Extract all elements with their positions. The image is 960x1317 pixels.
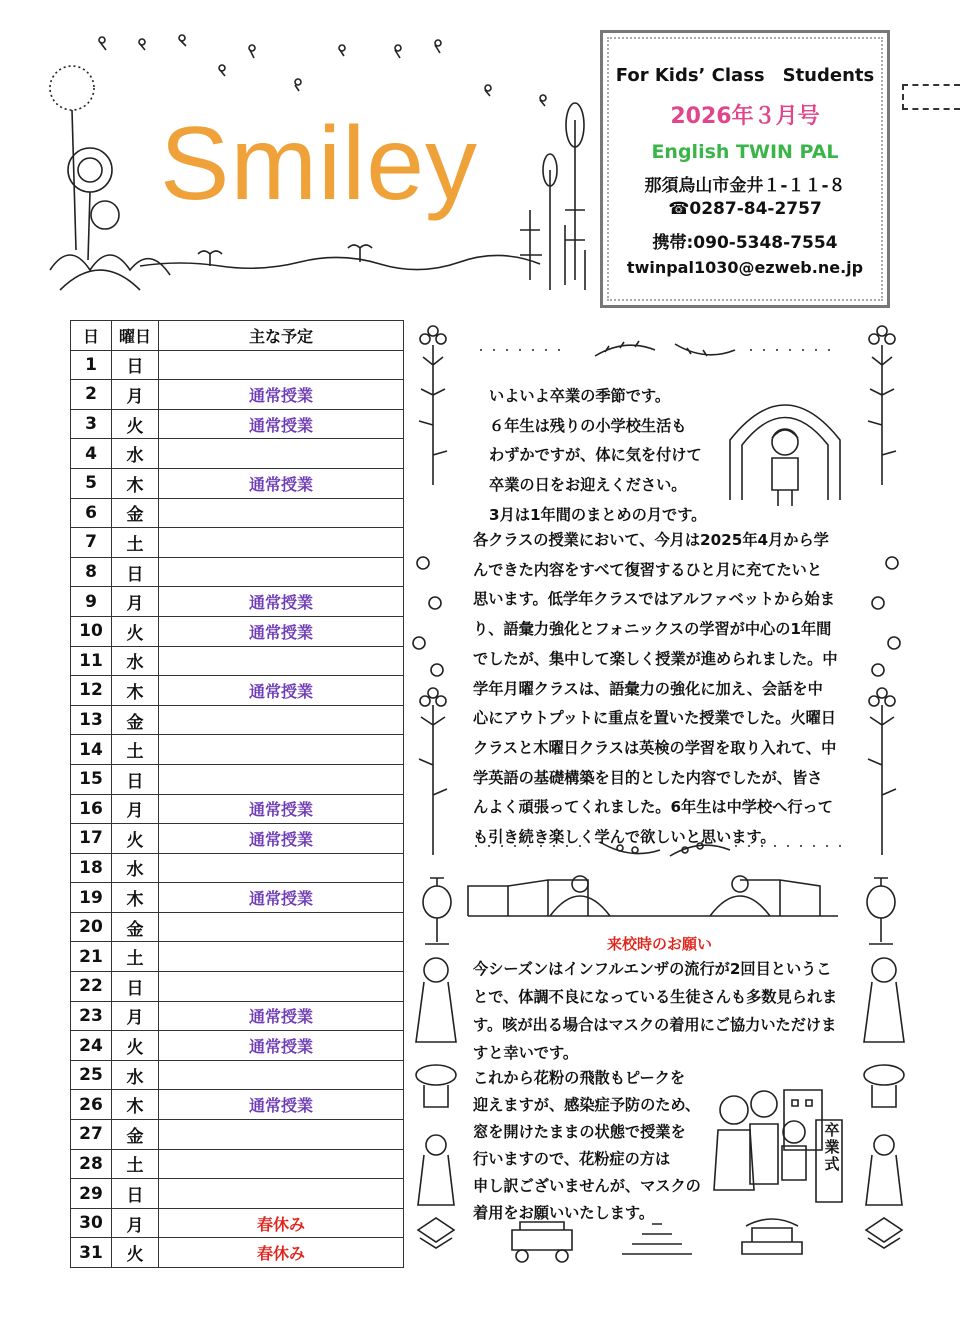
table-row [71, 912, 404, 942]
day-cell: 8 [71, 557, 112, 587]
table-header-row [71, 321, 404, 351]
day-cell: 25 [71, 1060, 112, 1090]
weekday-cell: 日 [112, 1179, 159, 1209]
event-cell [159, 1149, 404, 1179]
day-cell: 2 [71, 380, 112, 410]
day-cell: 30 [71, 1208, 112, 1238]
day-cell: 11 [71, 646, 112, 676]
notice-line: 今シーズンはインフルエンザの流行が2回目というこ [473, 960, 832, 978]
table-row [71, 1060, 404, 1090]
event-cell: 通常授業 [159, 1031, 404, 1061]
weekday-cell: 水 [112, 1060, 159, 1090]
body-line: んできた内容をすべて復習するひと月に充てたいと [473, 560, 823, 579]
body-line: も引き続き楽しく学んで欲しいと思います。 [473, 828, 776, 847]
weekday-cell: 金 [112, 498, 159, 528]
table-row [71, 972, 404, 1002]
table-row [71, 439, 404, 469]
day-cell: 28 [71, 1149, 112, 1179]
notice-line: 着用をお願いいたします。 [473, 1204, 655, 1222]
notice-line: 窓を開けたままの状態で授業を [473, 1123, 686, 1141]
article-body [473, 526, 838, 853]
notice-line: す。咳が出る場合はマスクの着用にご協力いただけま [473, 1016, 837, 1034]
intro-line: 3月は1年間のまとめの月です。 [489, 505, 707, 524]
day-cell: 13 [71, 705, 112, 735]
weekday-cell: 火 [112, 409, 159, 439]
day-cell: 16 [71, 794, 112, 824]
event-cell [159, 942, 404, 972]
notice-line: とで、体調不良になっている生徒さんも多数見られま [473, 988, 838, 1006]
event-cell: 春休み [159, 1208, 404, 1238]
day-cell: 19 [71, 883, 112, 913]
day-cell: 7 [71, 528, 112, 558]
article-intro [489, 382, 706, 531]
notice-line: すと幸いです。 [473, 1044, 579, 1062]
notice-line: 行いますので、花粉症の方は [473, 1150, 671, 1168]
table-row [71, 646, 404, 676]
body-line: り、語彙力強化とフォニックスの学習が中心の1年間 [473, 620, 832, 639]
body-line: でしたが、集中して楽しく授業が進められました。中 [473, 649, 838, 668]
weekday-cell: 火 [112, 824, 159, 854]
notice-title: 来校時のお願い [607, 935, 713, 953]
event-cell: 通常授業 [159, 883, 404, 913]
weekday-cell: 火 [112, 1031, 159, 1061]
table-row [71, 498, 404, 528]
newsletter-title: Smiley [160, 106, 479, 222]
event-cell: 通常授業 [159, 587, 404, 617]
intro-line: わずかですが、体に気を付けて [489, 446, 702, 465]
event-cell: 通常授業 [159, 1001, 404, 1031]
weekday-cell: 金 [112, 1120, 159, 1150]
weekday-cell: 日 [112, 764, 159, 794]
header-weekday: 曜日 [112, 321, 159, 351]
table-row [71, 1179, 404, 1209]
table-row [71, 853, 404, 883]
body-line: 学英語の基礎構築を目的とした内容でしたが、皆さ [473, 768, 823, 787]
event-cell [159, 646, 404, 676]
day-cell: 20 [71, 912, 112, 942]
intro-line: 卒業の日をお迎えください。 [489, 476, 687, 495]
weekday-cell: 金 [112, 705, 159, 735]
address: 那須烏山市金井１-１１-８ [644, 176, 846, 196]
table-row [71, 705, 404, 735]
day-cell: 22 [71, 972, 112, 1002]
table-row [71, 528, 404, 558]
weekday-cell: 月 [112, 1001, 159, 1031]
graduation-sign-label: 卒業式 [824, 1121, 840, 1173]
event-cell [159, 1120, 404, 1150]
header-events: 主な予定 [159, 321, 404, 351]
event-cell: 通常授業 [159, 616, 404, 646]
table-row [71, 1120, 404, 1150]
day-cell: 4 [71, 439, 112, 469]
notice-line: 迎えますが、感染症予防のため、 [473, 1096, 701, 1114]
event-cell [159, 439, 404, 469]
event-cell: 通常授業 [159, 380, 404, 410]
weekday-cell: 土 [112, 735, 159, 765]
info-box [600, 30, 890, 308]
weekday-cell: 水 [112, 439, 159, 469]
table-row [71, 1001, 404, 1031]
notice-line: これから花粉の飛散もピークを [473, 1069, 686, 1087]
weekday-cell: 木 [112, 1090, 159, 1120]
event-cell: 春休み [159, 1238, 404, 1268]
weekday-cell: 土 [112, 528, 159, 558]
day-cell: 6 [71, 498, 112, 528]
table-row [71, 380, 404, 410]
day-cell: 24 [71, 1031, 112, 1061]
table-row [71, 676, 404, 706]
day-cell: 12 [71, 676, 112, 706]
table-row [71, 1238, 404, 1268]
event-cell [159, 705, 404, 735]
weekday-cell: 木 [112, 883, 159, 913]
day-cell: 14 [71, 735, 112, 765]
table-row [71, 409, 404, 439]
weekday-cell: 水 [112, 646, 159, 676]
body-line: 心にアウトプットに重点を置いた授業でした。火曜日 [473, 709, 836, 728]
intro-line: ６年生は残りの小学校生活も [489, 416, 687, 435]
weekday-cell: 木 [112, 676, 159, 706]
table-row [71, 1031, 404, 1061]
day-cell: 31 [71, 1238, 112, 1268]
event-cell [159, 498, 404, 528]
body-line: 思います。低学年クラスではアルファベットから始ま [473, 590, 835, 609]
day-cell: 1 [71, 350, 112, 380]
day-cell: 26 [71, 1090, 112, 1120]
table-row [71, 1208, 404, 1238]
day-cell: 10 [71, 616, 112, 646]
weekday-cell: 日 [112, 350, 159, 380]
event-cell: 通常授業 [159, 794, 404, 824]
sprig-divider-top [475, 338, 845, 362]
weekday-cell: 水 [112, 853, 159, 883]
school-name: English TWIN PAL [651, 141, 839, 163]
schedule-table [70, 320, 404, 1268]
event-cell: 通常授業 [159, 409, 404, 439]
event-cell [159, 912, 404, 942]
event-cell: 通常授業 [159, 824, 404, 854]
day-cell: 29 [71, 1179, 112, 1209]
weekday-cell: 火 [112, 616, 159, 646]
cut-mark [902, 84, 960, 110]
weekday-cell: 木 [112, 468, 159, 498]
issue-date: 2026年３月号 [670, 104, 820, 129]
weekday-cell: 日 [112, 557, 159, 587]
notice-paragraph [473, 955, 837, 1067]
table-row [71, 942, 404, 972]
day-cell: 9 [71, 587, 112, 617]
notice-line: 申し訳ございませんが、マスクの [473, 1177, 701, 1195]
table-row [71, 1149, 404, 1179]
day-cell: 5 [71, 468, 112, 498]
table-row [71, 1090, 404, 1120]
body-line: 各クラスの授業において、今月は2025年4月から学 [473, 531, 829, 549]
table-row [71, 468, 404, 498]
table-row [71, 883, 404, 913]
intro-line: いよいよ卒業の季節です。 [489, 387, 671, 405]
day-cell: 23 [71, 1001, 112, 1031]
event-cell [159, 735, 404, 765]
day-cell: 18 [71, 853, 112, 883]
audience-line: For Kids’ Class Students [615, 65, 875, 86]
body-line: クラスと木曜日クラスは英検の学習を取り入れて、中 [473, 738, 837, 757]
table-row [71, 616, 404, 646]
weekday-cell: 月 [112, 1208, 159, 1238]
table-row [71, 794, 404, 824]
day-cell: 21 [71, 942, 112, 972]
phone-number: ☎0287-84-2757 [668, 199, 822, 219]
graduation-boy-illustration [720, 390, 850, 510]
event-cell [159, 853, 404, 883]
header-day: 日 [71, 321, 112, 351]
weekday-cell: 火 [112, 1238, 159, 1268]
event-cell [159, 764, 404, 794]
table-row [71, 350, 404, 380]
weekday-cell: 土 [112, 1149, 159, 1179]
mobile-number: 携帯:090-5348-7554 [652, 233, 838, 253]
event-cell: 通常授業 [159, 468, 404, 498]
day-cell: 17 [71, 824, 112, 854]
weekday-cell: 月 [112, 380, 159, 410]
event-cell [159, 972, 404, 1002]
weekday-cell: 土 [112, 942, 159, 972]
table-row [71, 587, 404, 617]
table-row [71, 824, 404, 854]
table-row [71, 557, 404, 587]
event-cell [159, 557, 404, 587]
canola-flower-border-left [405, 325, 465, 865]
weekday-cell: 月 [112, 794, 159, 824]
event-cell: 通常授業 [159, 676, 404, 706]
weekday-cell: 月 [112, 587, 159, 617]
weekday-cell: 金 [112, 912, 159, 942]
canola-flower-border-right [852, 325, 912, 865]
body-line: んよく頑張ってくれました。6年生は中学校へ行って [473, 798, 833, 817]
email-address: twinpal1030@ezweb.ne.jp [626, 258, 864, 277]
event-cell: 通常授業 [159, 1090, 404, 1120]
day-cell: 15 [71, 764, 112, 794]
table-row [71, 735, 404, 765]
event-cell [159, 1060, 404, 1090]
day-cell: 27 [71, 1120, 112, 1150]
day-cell: 3 [71, 409, 112, 439]
body-line: 学年月曜クラスは、語彙力の強化に加え、会話を中 [473, 679, 823, 698]
table-row [71, 764, 404, 794]
weekday-cell: 日 [112, 972, 159, 1002]
notice-paragraph-pollen [473, 1065, 701, 1227]
event-cell [159, 1179, 404, 1209]
event-cell [159, 528, 404, 558]
event-cell [159, 350, 404, 380]
